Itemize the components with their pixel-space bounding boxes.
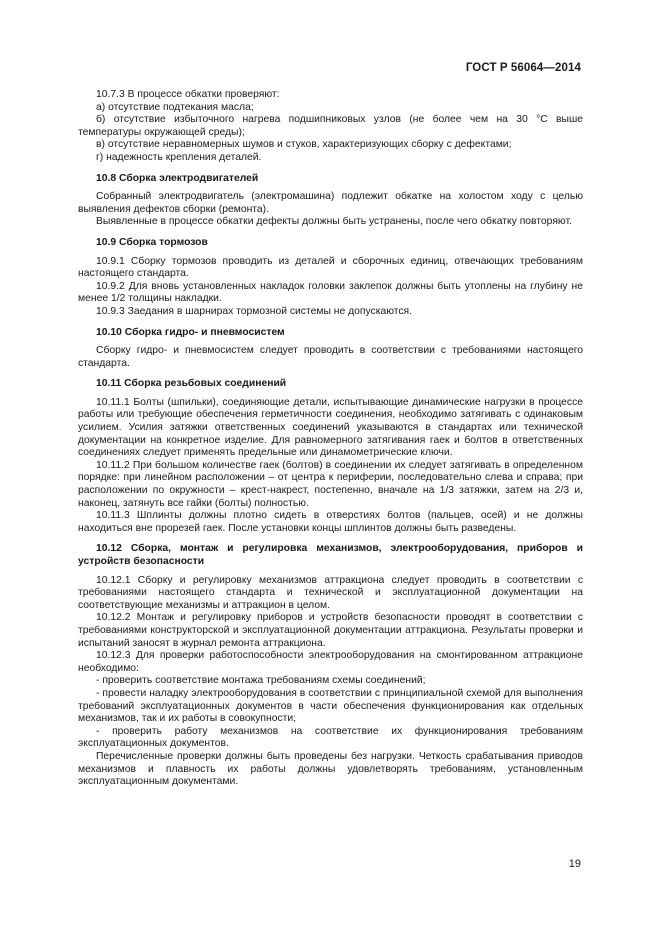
section-heading-10-11: 10.11 Сборка резьбовых соединений	[96, 378, 287, 390]
standard-code: ГОСТ Р 56064—2014	[465, 62, 581, 74]
clause-10-9-2: 10.9.2 Для вновь установленных накладок головки заклепок должны быть утоплены на глубину не менее 1/2 толщины накладки.	[78, 280, 583, 305]
paragraph: Выявленные в процессе обкатки дефекты должны быть устранены, после чего обкатку повторяют.	[96, 216, 572, 228]
section-heading-10-9: 10.9 Сборка тормозов	[96, 236, 208, 248]
dash-item-2: - провести наладку электрооборудования в соответствии с принципиальной схемой для выполнения требований эксплуатационных документов в части обеспечения функционирования как отдельных механизмов, так и их работы в совокупности;	[78, 687, 583, 725]
list-item-g: г) надежность крепления деталей.	[96, 151, 262, 163]
section-heading-10-8: 10.8 Сборка электродвигателей	[96, 172, 259, 184]
section-heading-10-12: 10.12 Сборка, монтаж и регулировка механизмов, электрооборудования, приборов и устройств безопасности	[78, 543, 583, 567]
paragraph: Сборку гидро- и пневмосистем следует проводить в соответствии с требованиями настоящего стандарта.	[78, 345, 583, 369]
clause-10-12-3: 10.12.3 Для проверки работоспособности электрооборудования на смонтированном аттракционе необходимо:	[78, 650, 583, 674]
clause-10-7-3-intro: 10.7.3 В процессе обкатки проверяют:	[96, 89, 280, 100]
list-item-b: б) отсутствие избыточного нагрева подшипниковых узлов (не более чем на 30 °С выше температуры окружающей среды);	[78, 114, 583, 138]
page-number: 19	[568, 858, 581, 870]
document-body	[78, 89, 583, 789]
list-item-v: в) отсутствие неравномерных шумов и стуков, характеризующих сборку с дефектами;	[96, 139, 512, 151]
clause-10-9-3: 10.9.3 Заедания в шарнирах тормозной системы не допускаются.	[96, 305, 413, 317]
dash-item-3: - проверить работу механизмов на соответствие их функционирования требованиям эксплуатационных документов.	[78, 725, 583, 750]
clause-10-11-1: 10.11.1 Болты (шпильки), соединяющие детали, испытывающие динамические нагрузки в процессе работы или требующие обеспечения герметичности соединения, необходимо затягивать с одинаковым усилием. Усилия затяжки ответственных соединений указываются в стандартах или технической документации на конкретное изделие. Для равномерного затягивания гаек и болтов в ответственных соединениях следует применять предельные или динамометрические ключи.	[78, 396, 583, 459]
clause-10-11-2: 10.11.2 При большом количестве гаек (болтов) в соединении их следует затягивать в определенном порядке: при линейном расположении – от центра к периферии, последовательно слева и справа; при расположении по окружности – крест-накрест, постепенно, вначале на 1/3 затяжки, затем на 2/3 и, наконец, затянуть все гайки (болты) полностью.	[78, 459, 583, 509]
list-item-a: а) отсутствие подтекания масла;	[96, 101, 254, 113]
clause-10-9-1: 10.9.1 Сборку тормозов проводить из деталей и сборочных единиц, отвечающих требованиям настоящего стандарта.	[78, 255, 583, 280]
section-heading-10-10: 10.10 Сборка гидро- и пневмосистем	[96, 326, 285, 338]
paragraph: Собранный электродвигатель (электромашина) подлежит обкатке на холостом ходу с целью выявления дефектов сборки (ремонта).	[78, 191, 583, 215]
paragraph: Перечисленные проверки должны быть проведены без нагрузки. Четкость срабатывания приводов механизмов и плавность их работы должны удовлетворять требованиям, установленным эксплуатационным документами.	[78, 750, 583, 788]
clause-10-12-1: 10.12.1 Сборку и регулировку механизмов аттракциона следует проводить в соответствии с требованиями настоящего стандарта и технической и эксплуатационной документации на соответствующие механизмы и аттракцион в целом.	[78, 574, 583, 611]
clause-10-11-3: 10.11.3 Шплинты должны плотно сидеть в отверстиях болтов (пальцев, осей) и не должны находиться вне прорезей гаек. После установки концы шплинтов должны быть разведены.	[78, 510, 583, 534]
dash-item-1: - проверить соответствие монтажа требованиям схемы соединений;	[96, 675, 426, 687]
clause-10-12-2: 10.12.2 Монтаж и регулировку приборов и устройств безопасности проводят в соответствии с требованиями конструкторской и эксплуатационной документации аттракциона. Результаты проверки и испытаний заносят в журнал ремонта аттракциона.	[78, 612, 583, 649]
